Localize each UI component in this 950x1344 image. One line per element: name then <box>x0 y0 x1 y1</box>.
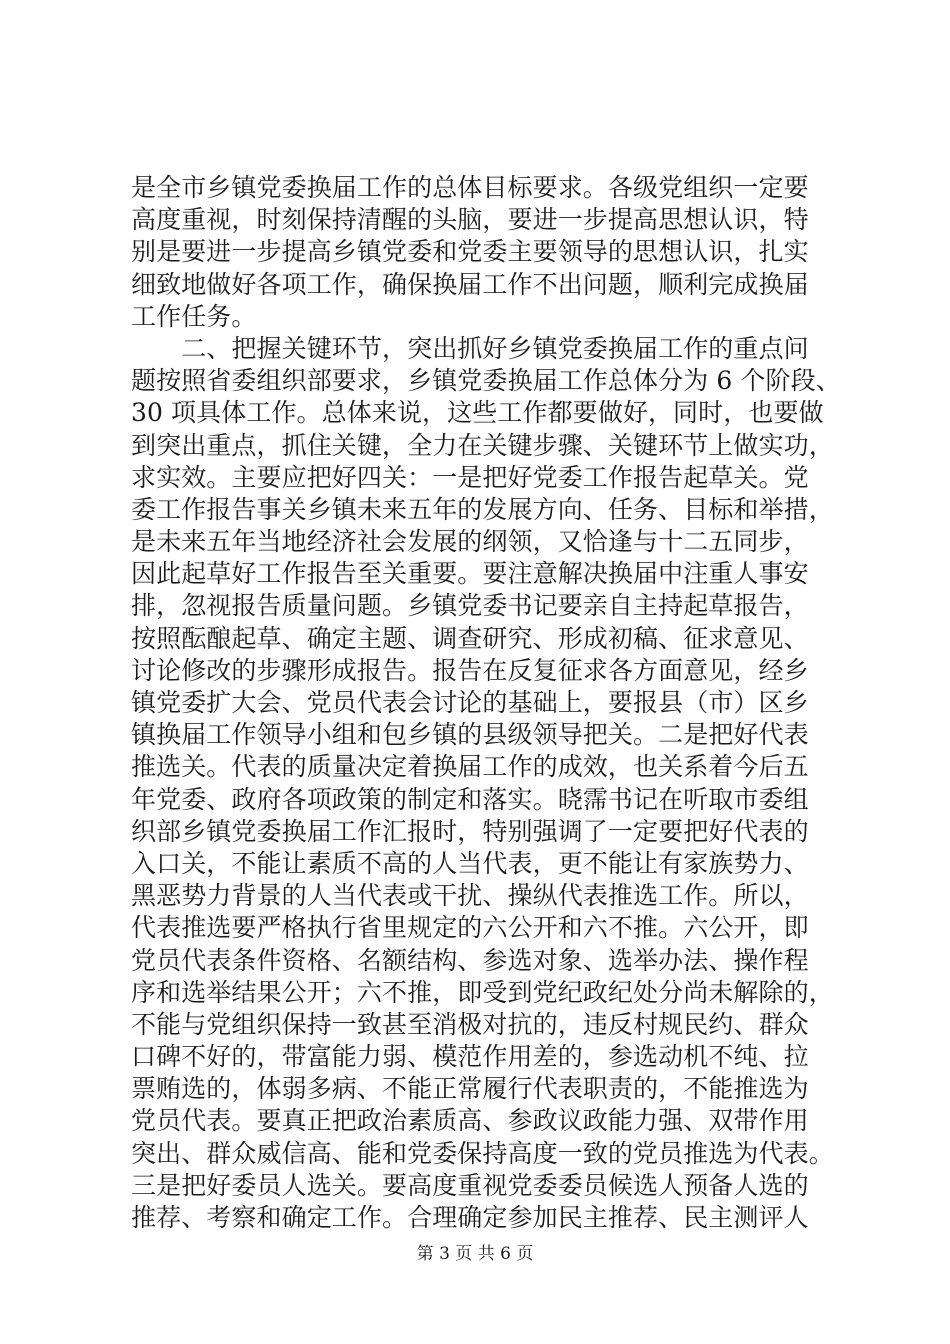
text-line: 是未来五年当地经济社会发展的纲领，又恰逢与十二五同步， <box>131 527 809 557</box>
text-line: 排，忽视报告质量问题。乡镇党委书记要亲自主持起草报告， <box>131 591 809 621</box>
text-line: 高度重视，时刻保持清醒的头脑，要进一步提高思想认识，特 <box>131 205 809 235</box>
text-line: 工作任务。 <box>131 301 257 331</box>
text-line: 口碑不好的，带富能力弱、模范作用差的，参选动机不纯、拉 <box>131 1042 809 1072</box>
text-line: 是全市乡镇党委换届工作的总体目标要求。各级党组织一定要 <box>131 173 809 202</box>
text-line: 30 项具体工作。总体来说，这些工作都要做好，同时，也要做 <box>131 398 824 428</box>
text-line: 三是把好委员人选关。要高度重视党委委员候选人预备人选的 <box>131 1170 809 1200</box>
text-line: 党员代表。要真正把政治素质高、参政议政能力强、双带作用 <box>131 1106 809 1136</box>
text-line: 细致地做好各项工作，确保换届工作不出问题，顺利完成换届 <box>131 269 809 299</box>
text-line: 入口关，不能让素质不高的人当代表，更不能让有家族势力、 <box>131 848 809 878</box>
text-line: 推荐、考察和确定工作。合理确定参加民主推荐、民主测评人 <box>131 1203 809 1232</box>
text-line: 按照酝酿起草、确定主题、调查研究、形成初稿、征求意见、 <box>131 623 809 653</box>
text-line: 因此起草好工作报告至关重要。要注意解决换届中注重人事安 <box>131 559 809 589</box>
text-line: 求实效。主要应把好四关：一是把好党委工作报告起草关。党 <box>131 462 809 492</box>
text-line: 到突出重点，抓住关键，全力在关键步骤、关键环节上做实功， <box>131 430 834 460</box>
text-line: 题按照省委组织部要求，乡镇党委换届工作总体分为 6 个阶段、 <box>131 366 841 396</box>
text-line: 讨论修改的步骤形成报告。报告在反复征求各方面意见，经乡 <box>131 655 809 685</box>
text-line: 不能与党组织保持一致甚至消极对抗的，违反村规民约、群众 <box>131 1009 809 1039</box>
text-line: 推选关。代表的质量决定着换届工作的成效，也关系着今后五 <box>131 752 809 782</box>
text-line: 黑恶势力背景的人当代表或干扰、操纵代表推选工作。所以， <box>131 881 809 911</box>
text-line: 年党委、政府各项政策的制定和落实。晓霈书记在听取市委组 <box>131 784 809 814</box>
text-line: 党员代表条件资格、名额结构、参选对象、选举办法、操作程 <box>131 945 809 975</box>
text-line: 代表推选要严格执行省里规定的六公开和六不推。六公开，即 <box>131 913 809 943</box>
text-line: 镇换届工作领导小组和包乡镇的县级领导把关。二是把好代表 <box>131 720 809 750</box>
text-line: 织部乡镇党委换届工作汇报时，特别强调了一定要把好代表的 <box>131 816 809 846</box>
text-line: 委工作报告事关乡镇未来五年的发展方向、任务、目标和举措， <box>131 494 834 524</box>
page-number-footer: 第 3 页 共 6 页 <box>416 1244 534 1264</box>
text-line: 别是要进一步提高乡镇党委和党委主要领导的思想认识，扎实 <box>131 237 809 267</box>
text-line: 突出、群众威信高、能和党委保持高度一致的党员推选为代表。 <box>131 1138 834 1168</box>
text-line: 镇党委扩大会、党员代表会讨论的基础上，要报县（市）区乡 <box>131 688 809 717</box>
text-line: 二、把握关键环节，突出抓好乡镇党委换届工作的重点问 <box>131 333 809 363</box>
text-line: 序和选举结果公开；六不推，即受到党纪政纪处分尚未解除的， <box>131 977 834 1007</box>
text-line: 票贿选的，体弱多病、不能正常履行代表职责的，不能推选为 <box>131 1074 809 1104</box>
body-text <box>131 172 841 1234</box>
